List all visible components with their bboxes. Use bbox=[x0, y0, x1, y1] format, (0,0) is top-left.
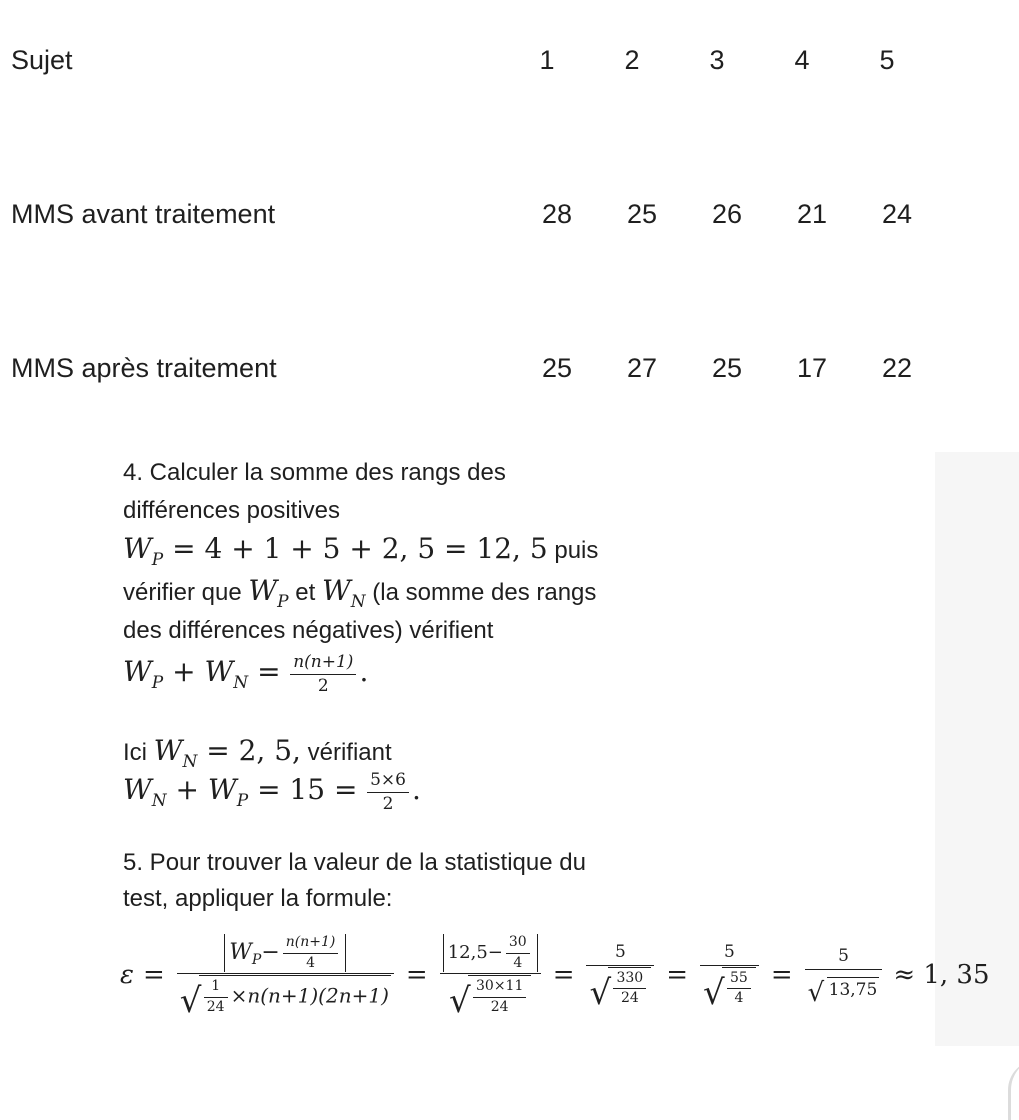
value-fraction: 12,5− $\frac{30}{4}$ √ $\frac{30\times 11}{24}$ bbox=[440, 934, 541, 1016]
root-value: 13,75 bbox=[827, 977, 880, 1001]
sum-identity: $W_P + W_N$ = $\frac{n(n+1)}{2}$ . bbox=[123, 652, 369, 697]
simplified-fraction: 5 √ 13,75 bbox=[805, 946, 883, 1004]
value-numerator: 12,5− bbox=[447, 942, 503, 963]
inner-denominator: 4 bbox=[306, 954, 316, 971]
verify-prefix: vérifier que bbox=[123, 579, 249, 606]
table-cell: 26 bbox=[711, 199, 743, 229]
value-root-bottom: 24 bbox=[490, 998, 509, 1015]
table-cell: 25 bbox=[711, 353, 743, 383]
puis-text: puis bbox=[547, 537, 599, 564]
scroll-corner-mark bbox=[1008, 1060, 1019, 1120]
fraction-numerator: 5×6 bbox=[367, 770, 409, 793]
step4-line2: différences positives bbox=[123, 497, 341, 524]
ici-text: Ici bbox=[123, 739, 154, 766]
table-cell: 28 bbox=[541, 199, 573, 229]
step4-verify-line: vérifier que $W_P$ et $W_N$ (la somme des rangs bbox=[123, 574, 597, 612]
step4-line5: des différences négatives) vérifient bbox=[123, 617, 494, 644]
table-cell: 5 bbox=[879, 45, 895, 75]
row-label: MMS avant traitement bbox=[11, 199, 276, 229]
wn-value: = 2, 5, bbox=[206, 734, 301, 767]
value-root-top: 30×11 bbox=[473, 978, 526, 998]
epsilon-symbol: ε bbox=[120, 960, 134, 990]
one-numerator: 1 bbox=[204, 978, 228, 998]
root-bottom: 24 bbox=[620, 990, 639, 1007]
fraction bbox=[367, 770, 409, 816]
row-label: Sujet bbox=[11, 45, 73, 75]
value-frac-bottom: 4 bbox=[513, 954, 523, 971]
root-bottom: 4 bbox=[734, 990, 744, 1007]
row-label: MMS après traitement bbox=[11, 353, 277, 383]
verify-suffix: (la somme des rangs bbox=[365, 579, 597, 606]
fraction bbox=[290, 652, 356, 698]
table-cell: 4 bbox=[794, 45, 810, 75]
step5-line2: test, appliquer la formule: bbox=[123, 885, 393, 912]
equals-sign: = bbox=[257, 655, 281, 689]
root-top: 330 bbox=[613, 970, 646, 990]
step5-line1: 5. Pour trouver la valeur de la statistique du bbox=[123, 849, 586, 876]
table-row bbox=[0, 348, 1019, 388]
table-cell: 2 bbox=[624, 45, 640, 75]
fraction-denominator: 2 bbox=[317, 676, 329, 697]
table-cell: 24 bbox=[881, 199, 913, 229]
test-statistic-formula: ε = $W_P-$ $\frac{n(n+1)}{4}$ √ $\frac{1}{24}$ ×n(n+1)(2n+1) = 12,5− $\frac{30}{4}$ √ $\frac{30\times 11}{24}$ = 5 √ $\frac{330}{24}$ = 5 √ $\frac{55}{4}$ = 5 √ 13,75 ≈ 1, 35 bbox=[120, 934, 990, 1021]
table-cell: 25 bbox=[541, 353, 573, 383]
table-cell: 25 bbox=[626, 199, 658, 229]
table-cell: 27 bbox=[626, 353, 658, 383]
inner-numerator: n(n+1) bbox=[283, 934, 339, 954]
table-cell: 3 bbox=[709, 45, 725, 75]
check-equals: = 15 = bbox=[257, 773, 358, 807]
table-cell: 22 bbox=[881, 353, 913, 383]
step4-line1: 4. Calculer la somme des rangs des bbox=[123, 459, 506, 486]
ici-line: Ici $W_N = 2$, 5, vérifiant bbox=[123, 734, 392, 772]
simplified-fraction: 5 √ $\frac{330}{24}$ bbox=[586, 942, 654, 1007]
verifiant-text: vérifiant bbox=[300, 739, 392, 766]
main-fraction: $W_P-$ $\frac{n(n+1)}{4}$ √ $\frac{1}{24}$ ×n(n+1)(2n+1) bbox=[177, 934, 394, 1016]
table-cell: 1 bbox=[539, 45, 555, 75]
table-row bbox=[0, 40, 1019, 80]
table-row bbox=[0, 194, 1019, 234]
result-value: ≈ 1, 35 bbox=[893, 960, 990, 990]
step4-wp-line: $W_P = 4 + 1 + 5 + 2$, 5 = 12, 5 puis bbox=[123, 532, 599, 570]
simplified-fraction: 5 √ $\frac{55}{4}$ bbox=[700, 942, 759, 1007]
wp-value: = 4 + 1 + 5 + 2, 5 = 12, 5 bbox=[172, 532, 548, 565]
root-top: 55 bbox=[727, 970, 751, 990]
five-numerator: 5 bbox=[586, 942, 654, 965]
et-text: et bbox=[288, 579, 322, 606]
fraction-denominator: 2 bbox=[382, 794, 394, 815]
five-numerator: 5 bbox=[700, 942, 759, 965]
five-numerator: 5 bbox=[805, 946, 883, 969]
denominator-product: ×n(n+1)(2n+1) bbox=[230, 983, 389, 1008]
table-cell: 21 bbox=[796, 199, 828, 229]
check-identity: $W_N + W_P = 15$ = $\frac{5\times 6}{2}$ . bbox=[123, 770, 421, 815]
twentyfour-denominator: 24 bbox=[206, 998, 225, 1015]
table-cell: 17 bbox=[796, 353, 828, 383]
fraction-numerator: n(n+1) bbox=[290, 652, 356, 675]
value-frac-top: 30 bbox=[506, 934, 530, 954]
